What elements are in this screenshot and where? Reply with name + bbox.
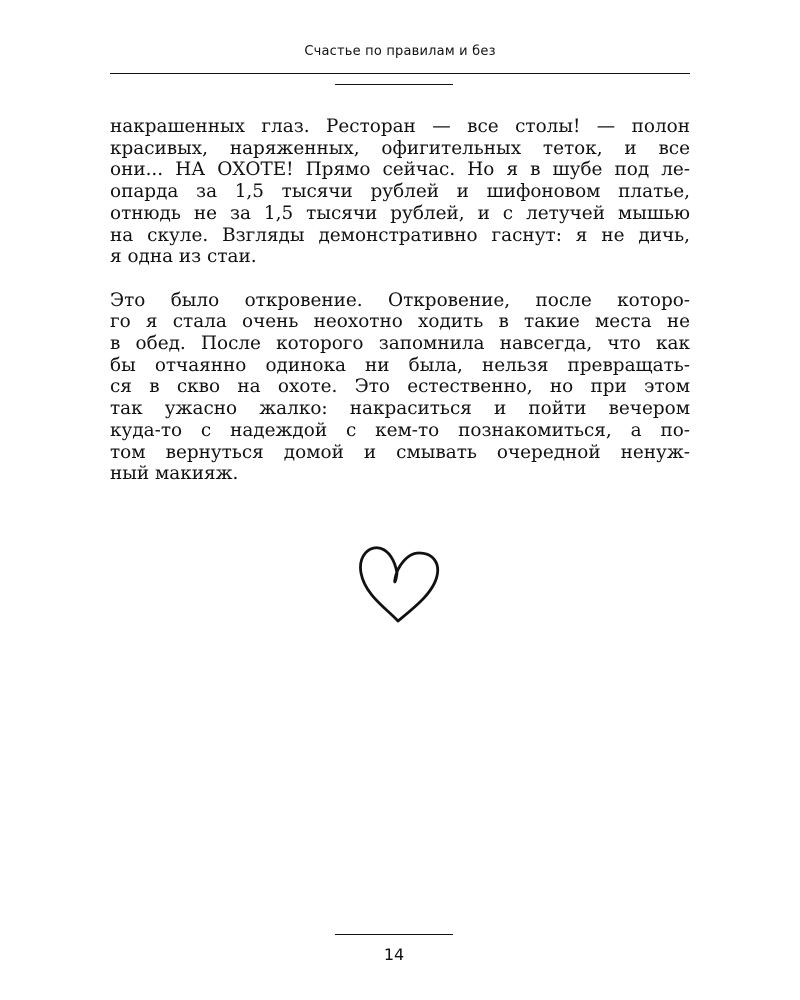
page-number: 14: [383, 945, 405, 964]
paragraph-gap: [110, 268, 690, 290]
text-line: том вернуться домой и смывать очередной ненуж-: [110, 441, 690, 463]
text-line: бы отчаянно одинока ни была, нельзя превращать-: [110, 354, 690, 376]
text-line: го я стала очень неохотно ходить в такие места не: [110, 311, 690, 333]
paragraph: [110, 116, 690, 268]
paragraph: [110, 290, 690, 485]
text-line: в обед. После которого запомнила навсегда, что как: [110, 333, 690, 355]
body-text: [110, 116, 690, 485]
header-rule: [110, 73, 690, 74]
text-line: Это было откровение. Откровение, после которо-: [110, 289, 690, 311]
text-line: отнюдь не за 1,5 тысячи рублей, и с летучей мышью: [110, 202, 690, 224]
text-line: опарда за 1,5 тысячи рублей и шифоновом платье,: [110, 181, 690, 203]
footer-rule: [335, 934, 453, 935]
text-line: ный макияж.: [110, 463, 239, 485]
text-line: они... НА ОХОТЕ! Прямо сейчас. Но я в шубе под ле-: [110, 159, 690, 181]
heart-icon: [357, 543, 443, 625]
header-short-rule: [335, 84, 453, 85]
text-line: красивых, наряженных, офигительных теток, и все: [110, 137, 690, 159]
text-line: так ужасно жалко: накраситься и пойти вечером: [110, 398, 690, 420]
text-line: я одна из стаи.: [110, 246, 257, 268]
text-line: куда-то с надеждой с кем-то познакомиться, а по-: [110, 419, 690, 441]
text-line: ся в скво на охоте. Это естественно, но при этом: [110, 376, 690, 398]
running-title: Счастье по правилам и без: [304, 44, 496, 59]
text-line: на скуле. Взгляды демонстративно гаснут: я не дичь,: [110, 224, 690, 246]
text-line: накрашенных глаз. Ресторан — все столы! — полон: [110, 116, 690, 137]
